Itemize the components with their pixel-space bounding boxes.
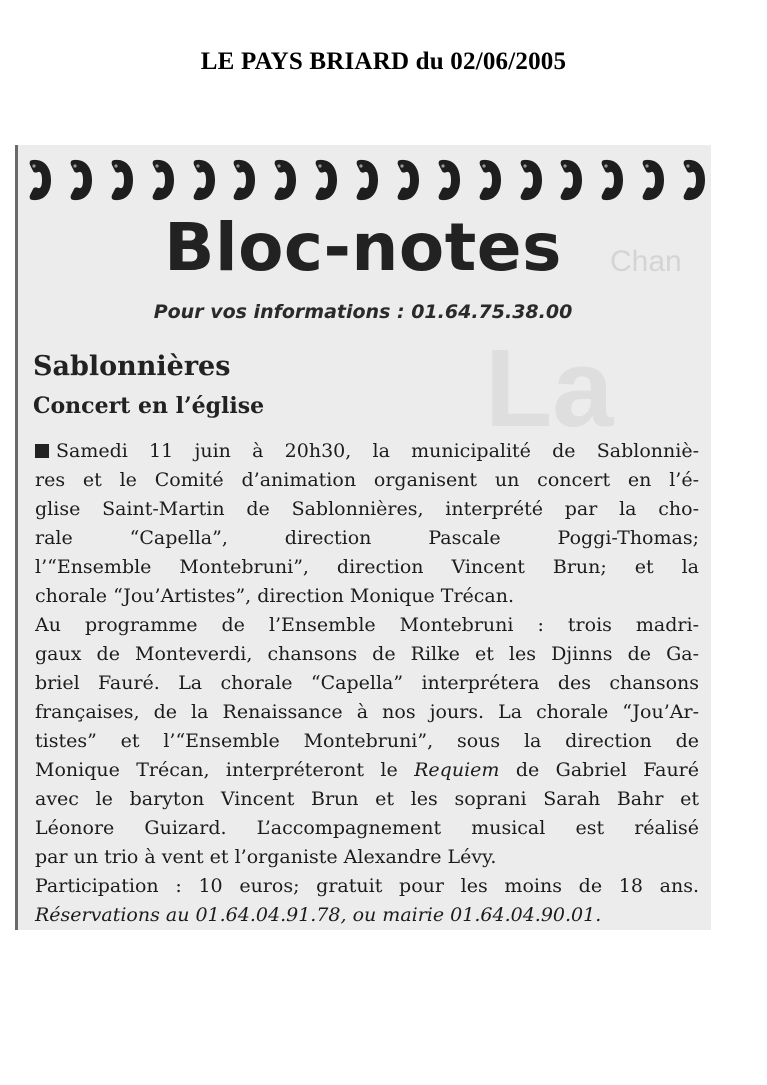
background-text-top: Chan (610, 245, 682, 278)
newspaper-clipping (15, 145, 711, 930)
article-line: françaises, de la Renaissance à nos jours. La chorale “Jou’Ar- (35, 701, 699, 723)
article-headline: Concert en l’église (33, 393, 265, 419)
article-line: res et le Comité d’animation organisent un concert en l’é- (35, 469, 699, 491)
telephone-icon (681, 158, 707, 202)
telephone-icon (231, 158, 257, 202)
telephone-icon (640, 158, 666, 202)
requiem-title: Requiem (414, 759, 500, 781)
telephone-icon (477, 158, 503, 202)
article-line: l’“Ensemble Montebruni”, direction Vincent Brun; et la (35, 556, 699, 578)
telephone-icon (27, 158, 53, 202)
page-header: LE PAYS BRIARD du 02/06/2005 (200, 48, 567, 75)
telephone-icon (436, 158, 462, 202)
article-line: par un trio à vent et l’organiste Alexandre Lévy. (35, 846, 497, 868)
article-line: Participation : 10 euros; gratuit pour les moins de 18 ans. (35, 875, 699, 897)
telephone-icon (150, 158, 176, 202)
telephone-icon (599, 158, 625, 202)
telephone-icon (68, 158, 94, 202)
article-line: Léonore Guizard. L’accompagnement musical est réalisé (35, 817, 699, 839)
article-line: Samedi 11 juin à 20h30, la municipalité de Sablonniè- (35, 437, 699, 466)
telephone-icon (558, 158, 584, 202)
article-line: Réservations au 01.64.04.91.78, ou mairie 01.64.04.90.01. (35, 904, 602, 926)
article-line: rale “Capella”, direction Pascale Poggi-Thomas; (35, 527, 699, 549)
masthead-title: Bloc-notes (164, 209, 562, 286)
article-line: gaux de Monteverdi, chansons de Rilke et les Djinns de Ga- (35, 643, 699, 665)
article-line: avec le baryton Vincent Brun et les soprani Sarah Bahr et (35, 788, 699, 810)
article-line: Au programme de l’Ensemble Montebruni : trois madri- (35, 614, 699, 636)
masthead-subtitle: Pour vos informations : 01.64.75.38.00 (153, 301, 573, 323)
bullet-square-icon (35, 444, 49, 458)
article-line: briel Fauré. La chorale “Capella” interprétera des chansons (35, 672, 699, 694)
telephone-icon (191, 158, 217, 202)
article-line: glise Saint-Martin de Sablonnières, interprété par la cho- (35, 498, 699, 520)
telephone-icon-row (27, 155, 707, 205)
article-line: chorale “Jou’Artistes”, direction Monique Trécan. (35, 585, 515, 607)
article-line: tistes” et l’“Ensemble Montebruni”, sous la direction de (35, 730, 699, 752)
article-town: Sablonnières (33, 351, 231, 382)
article-body (35, 437, 699, 930)
telephone-icon (272, 158, 298, 202)
background-text-large: La (485, 327, 614, 450)
telephone-icon (109, 158, 135, 202)
telephone-icon (395, 158, 421, 202)
telephone-icon (518, 158, 544, 202)
telephone-icon (354, 158, 380, 202)
telephone-icon (313, 158, 339, 202)
article-line: Monique Trécan, interpréteront le Requiem de Gabriel Fauré (35, 759, 700, 781)
